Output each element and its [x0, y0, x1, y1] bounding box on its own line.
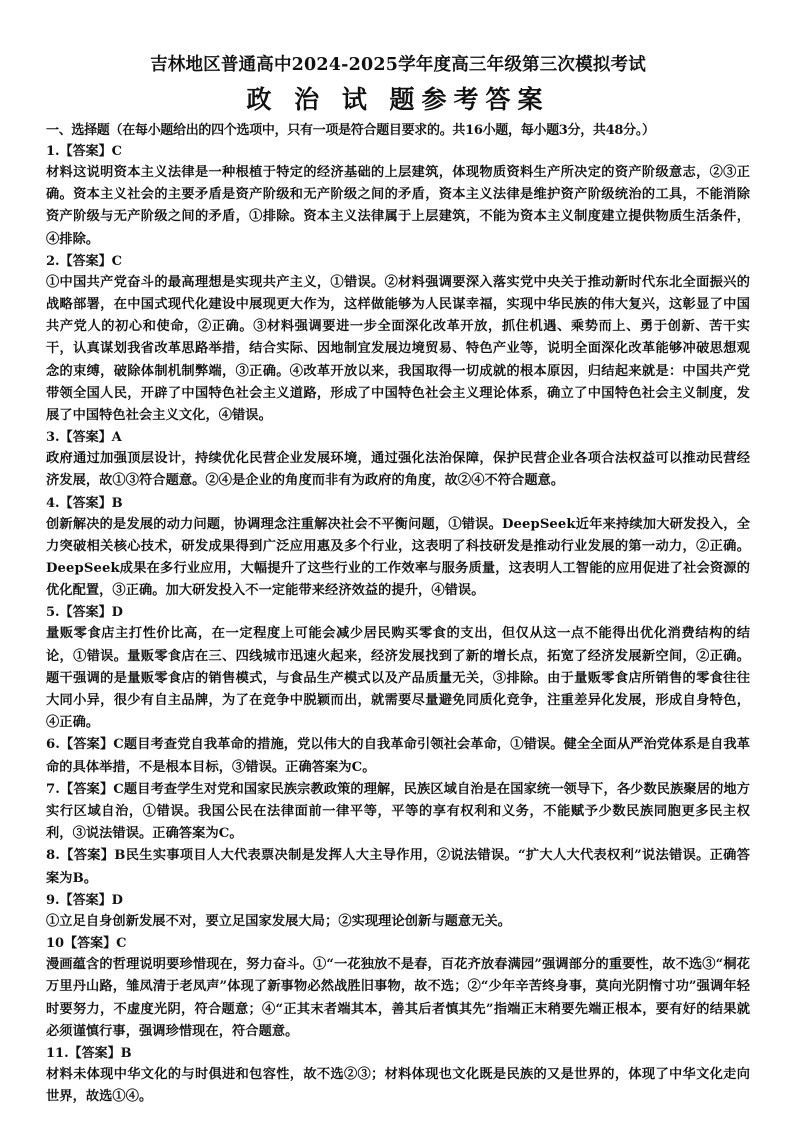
- question-2: [46, 252, 750, 427]
- answer-head: 4.【答案】B: [46, 495, 123, 511]
- question-10: [46, 934, 750, 1043]
- answer-key-title: 政 治 试 题参考答案: [246, 85, 550, 114]
- answer-text: 题目考查党自我革命的措施，党以伟大的自我革命引领社会革命，①错误。健全全面从严治党体系是自我革命的具体举措，不是根本目标，③错误。正确答案为C。: [46, 737, 750, 775]
- answer-head: 10【答案】C: [46, 936, 127, 952]
- answer-explanation: 材料未体现中华文化的与时俱进和包容性，故不选②③；材料体现也文化既是民族的又是世界的，体现了中华文化走向世界，故选①④。: [46, 1066, 750, 1105]
- answer-text: 民生实事项目人大代表票决制是发挥人大主导作用，②说法错误。“扩大人大代表权利”说法错误。正确答案为B。: [46, 848, 750, 886]
- answer-head: 5.【答案】D: [46, 605, 123, 621]
- answer-head: 2.【答案】C: [46, 253, 122, 269]
- answer-explanation: 量贩零食店主打性价比高，在一定程度上可能会减少居民购买零食的支出，但仅从这一点不能得出优化消费结构的结论，①错误。量贩零食店在三、四线城市迅速火起来，经济发展找到了新的增长点，拓宽了经济发展新空间，②正确。题干强调的是量贩零食店的销售模式，与食品生产模式以及产品质量无关，③排除。由于量贩零食店所销售的零食往往大同小异，很少有自主品牌，为了在竞争中脱颖而出，就需要尽量避免同质化竞争，注重差异化发展，形成自身特色，④正确。: [46, 626, 750, 731]
- answer-explanation: 政府通过加强顶层设计，持续优化民营企业发展环境，通过强化法治保障，保护民营企业各项合法权益可以推动民营经济发展，故①③符合题意。②④是企业的角度而非有为政府的角度，故②④不符合题意。: [46, 451, 750, 489]
- answer-explanation: 创新解决的是发展的动力问题，协调理念注重解决社会不平衡问题，①错误。DeepSeek近年来持续加大研发投入，全力突破相关核心技术，研发成果得到广泛应用惠及多个行业，这表明了科技研发是推动行业发展的第一动力，②正确。DeepSeek成果在多行业应用，大幅提升了这些行业的工作效率与服务质量，这表明人工智能的应用促进了社会资源的优化配置，③正确。加大研发投入不一定能带来经济效益的提升，④错误。: [46, 516, 750, 599]
- answer-explanation: ①中国共产党奋斗的最高理想是实现共产主义，①错误。②材料强调要深入落实党中央关于推动新时代东北全面振兴的战略部署，在中国式现代化建设中展现更大作为，这样做能够为人民谋幸福，实现中华民族的伟大复兴，这彰显了中国共产党人的初心和使命，②正确。③材料强调要进一步全面深化改革开放，抓住机遇、乘势而上、勇于创新、苦干实干，认真谋划我省改革思路举措，结合实际、因地制宜发展边境贸易、特色产业等，说明全面深化改革能够冲破思想观念的束缚，破除体制机制弊端，③正确。④改革开放以来，我国取得一切成就的根本原因，归结起来就是：中国共产党带领全国人民，开辟了中国特色社会主义道路，形成了中国特色社会主义理论体系，确立了中国特色社会主义制度，发展了中国特色社会主义文化，④错误。: [46, 274, 750, 424]
- question-1: [46, 142, 750, 251]
- answer-explanation: 材料这说明资本主义法律是一种根植于特定的经济基础的上层建筑，体现物质资料生产所决定的资产阶级意志，②③正确。资本主义社会的主要矛盾是资产阶级和无产阶级之间的矛盾，资本主义法律是维护资产阶级统治的工具，不能消除资产阶级与无产阶级之间的矛盾，①排除。资本主义法律属于上层建筑，不能为资本主义制度建立提供物质生活条件，④排除。: [46, 165, 750, 247]
- answer-head: 7.【答案】C: [46, 781, 124, 797]
- answer-explanation-inline: [46, 734, 750, 778]
- question-3: [46, 428, 750, 492]
- question-list: [46, 142, 750, 1108]
- question-9: [46, 891, 750, 933]
- answer-head: 3.【答案】A: [46, 430, 122, 446]
- question-11: [46, 1044, 750, 1108]
- question-4: [46, 494, 750, 603]
- answer-head: 6.【答案】C: [46, 737, 124, 753]
- answer-text: 题目考查学生对党和国家民族宗教政策的理解，民族区域自治是在国家统一领导下，各少数民族聚居的地方实行区域自治，①错误。我国公民在法律面前一律平等，平等的享有权利和义务，不能赋予少数民族同胞更多民主权利，③说法错误。正确答案为C。: [46, 781, 750, 842]
- answer-explanation-inline: [46, 779, 750, 846]
- answer-head: 9.【答案】D: [46, 892, 123, 908]
- question-6: [46, 734, 750, 778]
- question-8: [46, 845, 750, 889]
- answer-head: 11.【答案】B: [46, 1045, 132, 1061]
- answer-explanation-inline: [46, 845, 750, 889]
- answer-head: 8.【答案】B: [46, 848, 126, 864]
- answer-head: 1.【答案】C: [46, 144, 122, 159]
- answer-explanation: 漫画蕴含的哲理说明要珍惜现在，努力奋斗。①“一花独放不是春，百花齐放春满园”强调部分的重要性，故不选③“桐花万里丹山路，雏凤清于老凤声”体现了新事物必然战胜旧事物，故不选；②“少年辛苦终身事，莫向光阴惰寸功”强调年轻时要努力，不虚度光阴，符合题意；④“正其末者端其本，善其后者慎其先”指端正末稍要先端正根本，要有好的结果就必须谨慎行事，强调珍惜现在，符合题意。: [46, 957, 750, 1039]
- question-5: [46, 603, 750, 734]
- question-7: [46, 779, 750, 846]
- exam-title: 吉林地区普通高中2024-2025学年度高三年级第三次模拟考试: [150, 55, 646, 75]
- answer-explanation: ①立足自身创新发展不对，要立足国家发展大局；②实现理论创新与题意无关。: [46, 913, 512, 929]
- section-intro: 一、选择题（在每小题给出的四个选项中，只有一项是符合题目要求的。共16小题，每小题3分，共48分。）: [46, 123, 655, 138]
